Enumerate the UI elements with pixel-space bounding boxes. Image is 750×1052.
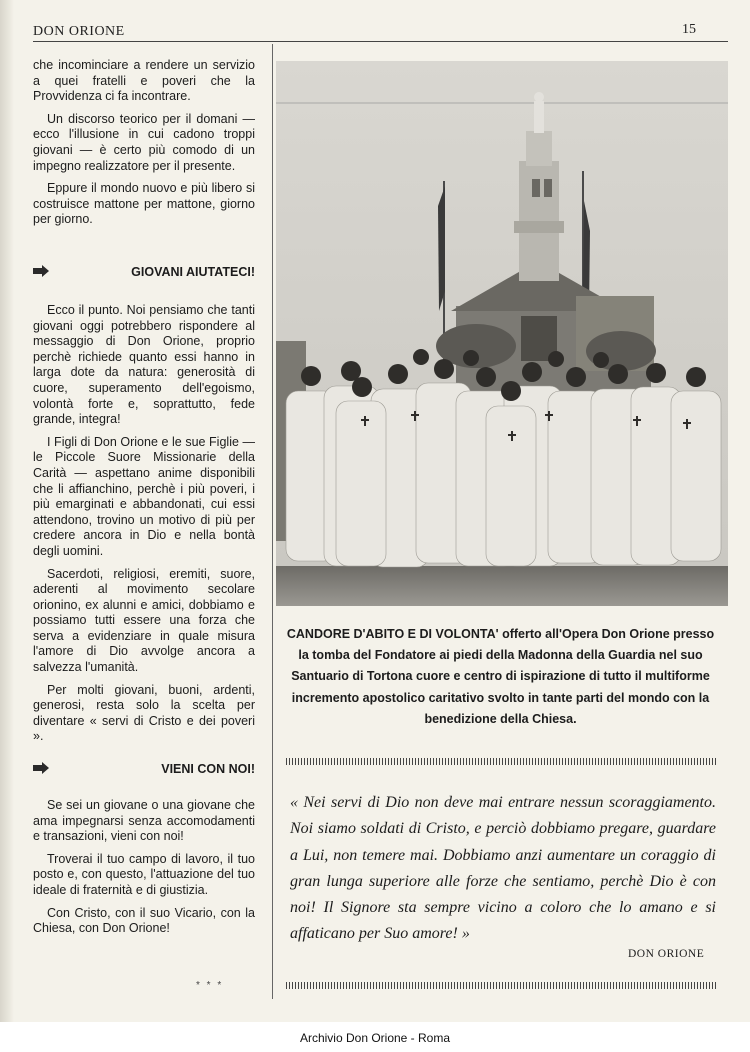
section-body-vieni [33, 798, 255, 937]
arrow-icon [33, 762, 49, 774]
section-body-giovani [33, 303, 255, 745]
body-paragraph: Per molti giovani, buoni, ardenti, generosi, resta solo la scelta per diventare « servi di Cristo e dei poveri ». [33, 682, 255, 744]
quote-rule-top [286, 758, 716, 765]
body-paragraph: Troverai il tuo campo di lavoro, il tuo posto e, con questo, l'attuazione del tuo ideale di fraternità e di giustizia. [33, 851, 255, 897]
body-paragraph: Sacerdoti, religiosi, eremiti, suore, aderenti al movimento secolare orionino, ex alunni e amici, dobbiamo e possiamo tutti essere una forza che serva a evidenziare in quale misura l'amore di Dio avvolge ancora a salvezza l'umanità. [33, 566, 255, 675]
intro-paragraph-2: Un discorso teorico per il domani — ecco l'illusione in cui cadono troppi giovani — è certo più comodo di un impegno realizzatore per il presente. [33, 111, 255, 173]
end-mark: * * * [196, 980, 224, 991]
quote-text: « Nei servi di Dio non deve mai entrare nessun scoraggiamento. Noi siamo soldati di Cristo, e perciò dobbiamo pregare, guardare a Lui, non temere mai. Dobbiamo anzi aumentare un coraggio di gran lunga superiore alle forze che sentiamo, perchè Dio è con noi! Il Signore sta sempre vicino a coloro che lo amano e si affaticano per Suo amore! » [290, 794, 716, 943]
intro-text [33, 58, 255, 228]
archive-footer [0, 1022, 750, 1052]
section-title-vieni: VIENI CON NOI! [161, 762, 255, 776]
section-heading-vieni [33, 760, 255, 780]
header-rule [33, 41, 728, 42]
body-paragraph: Con Cristo, con il suo Vicario, con la Chiesa, con Don Orione! [33, 905, 255, 936]
arrow-icon [33, 265, 49, 277]
running-header-title: DON ORIONE [33, 24, 125, 39]
caption-text: offerto all'Opera Don Orione presso la tomba del Fondatore ai piedi della Madonna della Guardia nel suo Santuario di Tortona cuore e centro di ispirazione di tutto il multiforme incremento apostolico caritativo svolto in tante parti del mondo con la benedizione della Chiesa. [291, 627, 715, 726]
body-paragraph: I Figli di Don Orione e le sue Figlie — le Piccole Suore Missionarie della Carità — aspettano anime disponibili che li affianchino, perchè i più poveri, i più emarginati e abbandonati, cui essi attendono, trovino un motivo di più per credere ancora in Dio e nella bontà degli uomini. [33, 434, 255, 558]
intro-paragraph-3: Eppure il mondo nuovo e più libero si costruisce mattone per mattone, giorno per giorno. [33, 181, 255, 227]
caption-lead: CANDORE D'ABITO E DI VOLONTA' [286, 627, 499, 641]
intro-paragraph-1: che incominciare a rendere un servizio a quei fratelli e poveri che la Provvidenza ci fa incontrare. [33, 58, 255, 104]
quote-signature: DON ORIONE [628, 948, 705, 960]
photo-caption [283, 624, 718, 730]
page-gutter-shadow [0, 0, 14, 1022]
body-paragraph: Se sei un giovane o una giovane che ama impegnarsi senza accomodamenti e transazioni, vieni con noi! [33, 798, 255, 844]
footer-text: Archivio Don Orione - Roma [299, 1031, 451, 1045]
section-title-giovani: GIOVANI AIUTATECI! [131, 265, 255, 279]
page-number: 15 [682, 22, 696, 37]
body-paragraph: Ecco il punto. Noi pensiamo che tanti giovani oggi potrebbero rispondere al messaggio di Don Orione, proprio perchè richiede quanto essi hanno in larga dote da natura: generosità di cuore, superamento dell'egoismo, volontà forte e, soprattutto, fede grande, integra! [33, 303, 255, 427]
quote-rule-bottom [286, 982, 716, 989]
column-divider [272, 44, 273, 999]
group-photo [276, 61, 728, 606]
section-heading-giovani [33, 263, 255, 283]
